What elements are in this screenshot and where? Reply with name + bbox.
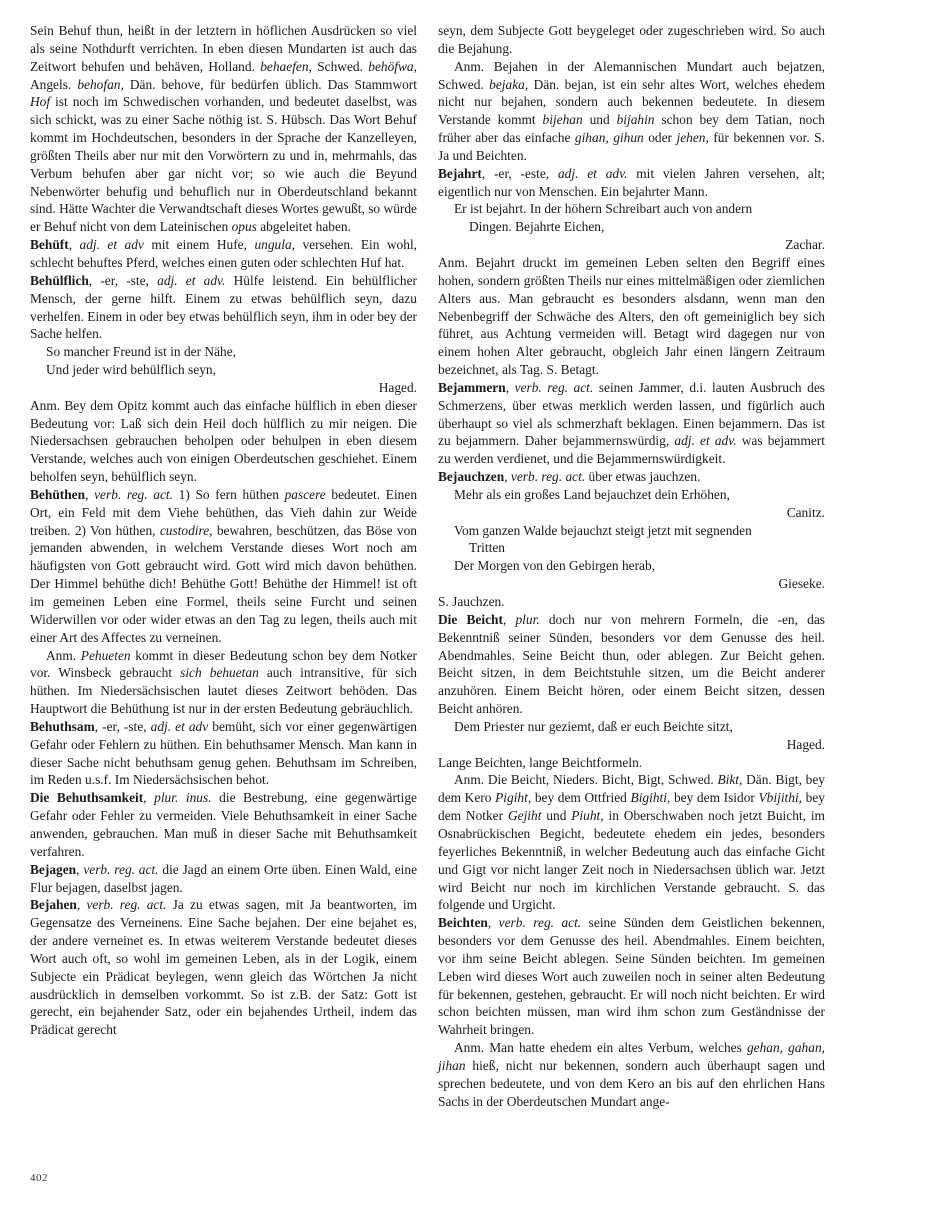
note-behuethen: Anm. Pehueten kommt in dieser Bedeutung schon bey dem Notker vor. Winsbeck gebraucht sich behuetan auch intransitive, für sich hüthen. Im Niedersächsischen lautet dieses Zeitwort behöden. Das Hauptwort die Behüthung ist nur in der ersten Bedeutung gebräuchlich. bbox=[30, 647, 417, 717]
headword: Bejagen bbox=[30, 861, 77, 877]
entry-behuelflich: Behülflich, -er, -ste, adj. et adv. Hülfe leistend. Ein behülflicher Mensch, der gerne hilft. Einem zu etwas behülflich seyn, dazu verhelfen. Einem in oder bey etwas behülflich seyn, ihm in oder bey der Sache helfen. bbox=[30, 272, 417, 342]
headword: Behüthen bbox=[30, 486, 86, 502]
headword: Bejauchzen bbox=[438, 469, 505, 485]
verse-source: Haged. bbox=[378, 379, 417, 395]
headword: Beichten bbox=[438, 915, 488, 931]
entry-behuthsam: Behuthsam, -er, -ste, adj. et adv bemüht, sich vor einer gegenwärtigen Gefahr oder Fehlern zu hüthen. Ein behuthsamer Mensch. Man kann in dieser Sache nicht behuthsam genug gehen. Behuthsam im Schreiben, im Reden u.s.f. Im Niedersächsischen behot. bbox=[30, 718, 417, 788]
entry-behuf-continued: Sein Behuf thun, heißt in der letztern in höflichen Ausdrücken so viel als seine Nothdurft verrichten. In eben diesen Mundarten ist auch das Zeitwort behufen und behäven, Holland. behaefen, Schwed. behöfwa, Angels. behofan, Dän. behove, für bedürfen üblich. Das Stammwort Hof ist noch im Schwedischen vorhanden, und bedeutet daselbst, was sich schickt, was zu einer Sache nöthig ist. S. Hübsch. Das Wort Behuf kommt im Hochdeutschen, besonders in der Sprache der Kanzelleyen, größten Theils aber nur mit den Vorwörtern zu und in, mehrmahls, das Verbum behufen aber gar nicht vor; so wie auch die Beyund Nebenwörter behufig und behuflich nur in Oberdeutschland bekannt sind. Hätte Wachter die Verwandtschaft dieses Wortes gewußt, so würde er Behuf nicht von dem Lateinischen opus abgeleitet haben. bbox=[30, 23, 417, 235]
entry-bejagen: Bejagen, verb. reg. act. die Jagd an einem Orte üben. Einen Wald, eine Flur bejagen, daselbst jagen. bbox=[30, 861, 418, 895]
note-beicht: Anm. Die Beicht, Nieders. Bicht, Bigt, Schwed. Bikt, Dän. Bigt, bey dem Kero Pigiht, bey dem Ottfried Bigihti, bey dem Isidor Vbijithi, bey dem Notker Gejiht und Piuht, in Oberschwaben noch jetzt Buicht, im Osnabrückischen Begicht, bedeutete ehedem ein jedes, besonders feyerliches Bekenntniß, in welcher Bedeutung auch das einfache Gicht und Gigt vor nicht langer Zeit noch in Niedersachsen üblich war. Jetzt wird Beicht nur noch im kirchlichen Verstande gebraucht. S. das folgende und Urgicht. bbox=[438, 772, 826, 913]
entry-bejauchzen: Bejauchzen, verb. reg. act. über etwas jauchzen. bbox=[438, 469, 701, 485]
verse-source: Gieseke. bbox=[778, 576, 825, 592]
verse-line: Dem Priester nur geziemt, daß er euch Beichte sitzt, bbox=[454, 718, 733, 734]
headword: Behuthsam bbox=[30, 718, 95, 734]
entry-bejahen-continued: seyn, dem Subjecte Gott beygeleget oder zugeschrieben wird. So auch die Bejahung. bbox=[438, 23, 825, 56]
verse-line: Der Morgen von den Gebirgen herab, bbox=[454, 558, 656, 574]
entry-beicht: Die Beicht, plur. doch nur von mehrern Formeln, die -en, das Bekenntniß seiner Sünden, besonders vor dem Genusse des heil. Abendmahles. Seine Beicht thun, oder ablegen. Zur Beicht gehen. Beicht sitzen, in dem Beichtstuhle sitzen, um die Beicht anderer anzuhören. Einem Beicht hören, oder einem Beicht sitzen, dessen Beicht anhören. bbox=[438, 611, 825, 717]
verse-line: So mancher Freund ist in der Nähe, bbox=[46, 344, 237, 360]
verse-line: Er ist bejahrt. In der höhern Schreibart auch von andern bbox=[454, 201, 753, 217]
headword: Bejammern bbox=[438, 379, 506, 395]
page-number: 402 bbox=[30, 1172, 48, 1184]
entry-bejammern: Bejammern, verb. reg. act. seinen Jammer, d.i. lauten Ausbruch des Schmerzens, über etwas merklich werden lassen, und figürlich auch überhaupt so viel als schmerzhaft beklagen. Einen bejammern. Das ist zu bejammern. Daher bejammernswürdig, adj. et adv. was bejammert zu werden verdienet, und die Bejammernswürdigkeit. bbox=[438, 379, 825, 467]
entry-beichten: Beichten, verb. reg. act. seine Sünden dem Geistlichen bekennen, besonders vor dem Genusse des heil. Abendmahles. Einem beichten, vor ihm seine Beicht ablegen. Seine Sünden beichten. Im gemeinen Leben wird dieses Wort auch zuweilen noch in seiner alten Bedeutung für bekennen, gestehen, gebraucht. Er will noch nicht beichten. Er wird schon beichten müssen, man wird ihm schon zum Geständnisse der Wahrheit bringen. bbox=[438, 915, 825, 1038]
headword: Bejahrt bbox=[438, 165, 482, 181]
headword: Behüft bbox=[30, 237, 69, 253]
verse-line: Vom ganzen Walde bejauchzt steigt jetzt mit segnenden bbox=[454, 522, 752, 538]
left-column bbox=[30, 22, 417, 1039]
note-beichten: Anm. Man hatte ehedem ein altes Verbum, welches gehan, gahan, jihan hieß, nicht nur bekennen, sondern auch überhaupt sagen und sprechen bedeutete, und von dem Kero an bis auf den ehrlichen Hans Sachs in der Oberdeutschen Mundart ange- bbox=[438, 1040, 825, 1109]
entry-bejahrt: Bejahrt, -er, -este, adj. et adv. mit vielen Jahren versehen, alt; eigentlich nur von Menschen. Ein bejahrter Mann. bbox=[438, 165, 825, 199]
headword: Die Beicht bbox=[438, 611, 503, 627]
verse-line: Mehr als ein großes Land bejauchzet dein Erhöhen, bbox=[454, 486, 730, 502]
headword: Bejahen bbox=[30, 897, 77, 913]
entry-beicht-example: Lange Beichten, lange Beichtformeln. bbox=[438, 754, 643, 770]
verse-source: Zachar. bbox=[785, 237, 825, 253]
headword: Behülflich bbox=[30, 272, 89, 288]
cross-reference: S. Jauchzen. bbox=[438, 594, 505, 609]
right-column bbox=[438, 22, 825, 1110]
entry-bejahen: Bejahen, verb. reg. act. Ja zu etwas sagen, mit Ja beantworten, im Gegensatze des Verneinens. Eine Sache bejahen. Der eine bejahet es, der andere verneinet es. In etwas weiterem Verstande bedeutet dieses Wort auch oft, so wohl im gemeinen Leben, als in der Logik, einem Subjecte ein Prädicat beylegen, wenn gleich das Wörtchen Ja nicht ausdrücklich in demselben vorkommt. So ist z.B. der Satz: Gott ist gerecht, ein bejahender Satz, oder ein bejahendes Urtheil, indem das Prädicat gerecht bbox=[30, 897, 417, 1038]
verse-source: Canitz. bbox=[786, 504, 825, 520]
note-bejahen: Anm. Bejahen in der Alemannischen Mundart auch bejatzen, Schwed. bejaka, Dän. bejan, ist ein sehr altes Wort, welches ehedem nicht nur bejahen, sondern auch bekennen bedeutete. In diesem Verstande kommt bijehan und bijahin schon bey dem Tatian, noch früher aber das einfache gihan, gihun oder jehen, für bekennen vor. S. Ja und Beichten. bbox=[438, 58, 825, 163]
verse-line: Dingen. Bejahrte Eichen, bbox=[469, 219, 605, 235]
entry-behueft: Behüft, adj. et adv mit einem Hufe, ungula, versehen. Ein wohl, schlecht behuftes Pferd, welches einen guten oder schlechten Huf hat. bbox=[30, 237, 418, 270]
entry-behuethen: Behüthen, verb. reg. act. 1) So fern hüthen pascere bedeutet. Einen Ort, ein Feld mit dem Viehe behüthen, das Vieh dahin zur Weide treiben. 2) Von hüthen, custodire, bewahren, beschützen, das Böse von jemanden abwenden, in welchem Verstande dieses Wort noch am häufigsten von Gott gebraucht wird. Gott wird mich davon behüthen. Der Himmel behüthe dich! Behüthe Gott! Behüthe der Himmel! ist oft im gemeinen Leben eine Formel, theils seine Furcht und seinen Widerwillen vor oder wider etwas an den Tag zu legen, theils auch mit einer Art des Affectes zu verneinen. bbox=[30, 486, 418, 645]
entry-behuthsamkeit: Die Behuthsamkeit, plur. inus. die Bestrebung, eine gegenwärtige Gefahr oder Fehler zu vermeiden. Viele Behuthsamkeit in einer Sache anwenden, gebrauchen. Man muß in dieser Sache mit Behuthsamkeit verfahren. bbox=[30, 790, 417, 859]
verse-source: Haged. bbox=[786, 736, 825, 752]
note-bejahrt: Anm. Bejahrt druckt im gemeinen Leben selten den Begriff eines hohen, sondern größten Theils nur eines mittelmäßigen oder ziemlichen Alters aus. Man gebraucht es besonders alsdann, wenn man den Nebenbegriff der Schwäche des Alters, den oft gemeiniglich bey sich führet, aus Achtung vermeiden will. Betagt wird dagegen nur von einem hohen Alter gebraucht, obgleich Jahr einen längern Zeitraum bezeichnet, als Tag. S. Betagt. bbox=[438, 254, 825, 378]
verse-line: Und jeder wird behülflich seyn, bbox=[46, 362, 216, 378]
headword: Die Behuthsamkeit bbox=[30, 790, 144, 806]
verse-line: Tritten bbox=[469, 540, 505, 556]
note-behuelflich: Anm. Bey dem Opitz kommt auch das einfache hülflich in eben dieser Bedeutung vor: Laß sich dein Heil doch hülflich zu mir neigen. Die Niedersachsen gebrauchen beholpen oder behulpen in eben diesem Verstande, welches auch von einigen Oberdeutschen geschiehet. Einem beholfen seyn, behülflich seyn. bbox=[30, 397, 417, 485]
